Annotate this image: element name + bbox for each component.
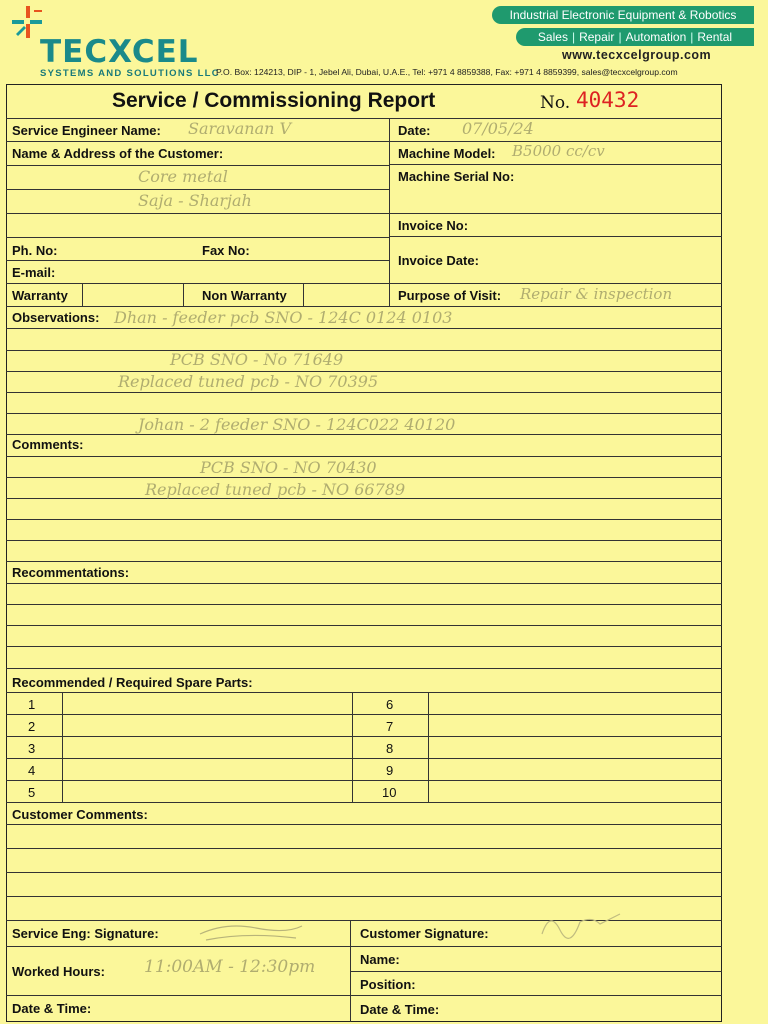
rule: [6, 714, 722, 715]
rule: [6, 328, 722, 329]
company-address: P.O. Box: 124213, DIP - 1, Jebel Ali, Dubai, U.A.E., Tel: +971 4 8859388, Fax: +971 4 8859399, sales@tecxcelgroup.com: [216, 67, 678, 77]
rule: [6, 668, 722, 669]
customer-signature-label: Customer Signature:: [360, 926, 489, 941]
rule-v: [62, 692, 63, 802]
spare-part-number: 5: [28, 785, 36, 800]
rule: [6, 848, 722, 849]
spare-part-number: 7: [386, 719, 394, 734]
name-label: Name:: [360, 952, 400, 967]
rule: [6, 413, 722, 414]
comment-line[interactable]: Replaced tuned pcb - NO 66789: [145, 480, 406, 499]
worked-hours-value[interactable]: 11:00AM - 12:30pm: [144, 957, 316, 977]
rule: [6, 477, 722, 478]
rule: [6, 646, 722, 647]
date-time-label-right: Date & Time:: [360, 1002, 440, 1017]
date-time-label: Date & Time:: [12, 1001, 92, 1016]
rule-v: [389, 118, 390, 306]
customer-label: Name & Address of the Customer:: [12, 146, 224, 161]
report-number-label: No.: [540, 93, 571, 113]
spare-part-number: 4: [28, 763, 36, 778]
report-number: 40432: [576, 88, 640, 112]
eng-signature-icon: [196, 914, 306, 946]
brand-subtitle: SYSTEMS AND SOLUTIONS LLC: [40, 68, 220, 79]
rule: [6, 392, 722, 393]
rule-v: [428, 692, 429, 802]
rule: [6, 780, 722, 781]
invoice-label: Invoice No:: [398, 218, 469, 233]
spare-part-number: 8: [386, 741, 394, 756]
service-rental: Rental: [697, 30, 733, 44]
rule: [6, 583, 722, 584]
observation-line[interactable]: Dhan - feeder pcb SNO - 124C 0124 0103: [114, 308, 453, 327]
rule: [6, 118, 722, 119]
spare-part-number: 2: [28, 719, 36, 734]
rule: [6, 995, 722, 996]
rule: [6, 306, 722, 307]
report-title: Service / Commissioning Report: [112, 89, 436, 112]
rule: [6, 896, 722, 897]
observations-label: Observations:: [12, 310, 100, 325]
rule: [6, 456, 722, 457]
services-banner: Sales | Repair | Automation | Rental: [516, 28, 754, 46]
rule: [6, 561, 722, 562]
service-sales: Sales: [537, 30, 568, 44]
rule: [6, 692, 722, 693]
rule: [6, 237, 389, 238]
rule: [6, 802, 722, 803]
rule: [6, 519, 722, 520]
observation-line[interactable]: Replaced tuned pcb - NO 70395: [118, 372, 379, 391]
email-label: E-mail:: [12, 265, 56, 280]
rule: [389, 164, 722, 165]
spare-parts-label: Recommended / Required Spare Parts:: [12, 675, 253, 690]
invoice-date-label: Invoice Date:: [398, 253, 479, 268]
spare-part-number: 1: [28, 697, 36, 712]
rule: [6, 141, 722, 142]
rule: [6, 189, 389, 190]
purpose-label: Purpose of Visit:: [398, 288, 502, 303]
engineer-value[interactable]: Saravanan V: [188, 119, 292, 138]
serial-label: Machine Serial No:: [398, 169, 515, 184]
rule: [6, 283, 722, 284]
rule: [6, 434, 722, 435]
rule-v: [303, 283, 304, 306]
spare-part-number: 3: [28, 741, 36, 756]
spare-part-number: 9: [386, 763, 394, 778]
rule: [6, 946, 722, 947]
rule-v: [350, 920, 351, 1022]
rule: [389, 213, 722, 214]
rule: [6, 604, 722, 605]
customer-line-2[interactable]: Saja - Sharjah: [138, 191, 252, 210]
non-warranty-label: Non Warranty: [202, 288, 287, 303]
rule: [389, 236, 722, 237]
rule: [6, 350, 722, 351]
engineer-label: Service Engineer Name:: [12, 123, 161, 138]
rule: [6, 872, 722, 873]
date-label: Date:: [398, 123, 431, 138]
rule: [6, 625, 722, 626]
rule: [6, 213, 389, 214]
position-label: Position:: [360, 977, 416, 992]
rule: [6, 165, 389, 166]
model-label: Machine Model:: [398, 146, 496, 161]
rule: [6, 824, 722, 825]
purpose-value[interactable]: Repair & inspection: [520, 285, 673, 303]
eng-signature-label: Service Eng: Signature:: [12, 926, 159, 941]
spare-part-number: 6: [386, 697, 394, 712]
worked-hours-label: Worked Hours:: [12, 964, 105, 979]
observation-line[interactable]: Johan - 2 feeder SNO - 124C022 40120: [138, 415, 456, 434]
recommendations-label: Recommentations:: [12, 565, 130, 580]
comments-label: Comments:: [12, 437, 84, 452]
customer-signature-icon: [536, 904, 626, 944]
brand-name: TECXCEL: [40, 34, 199, 70]
service-repair: Repair: [579, 30, 615, 44]
rule: [6, 540, 722, 541]
rule-v: [183, 283, 184, 306]
customer-line-1[interactable]: Core metal: [138, 167, 228, 186]
warranty-label: Warranty: [12, 288, 68, 303]
rule-v: [352, 692, 353, 802]
rule: [6, 758, 722, 759]
rule: [350, 971, 722, 972]
service-automation: Automation: [625, 30, 687, 44]
form-frame: [6, 84, 722, 1022]
observation-line[interactable]: PCB SNO - No 71649: [170, 350, 344, 369]
rule-v: [82, 283, 83, 306]
website: www.tecxcelgroup.com: [562, 48, 712, 62]
spare-part-number: 10: [382, 785, 397, 800]
rule: [6, 736, 722, 737]
comment-line[interactable]: PCB SNO - NO 70430: [200, 458, 377, 477]
date-value[interactable]: 07/05/24: [462, 119, 534, 138]
phone-label: Ph. No:: [12, 243, 58, 258]
model-value[interactable]: B5000 cc/cv: [512, 142, 605, 160]
customer-comments-label: Customer Comments:: [12, 807, 148, 822]
tagline-banner: Industrial Electronic Equipment & Robotics: [492, 6, 754, 24]
fax-label: Fax No:: [202, 243, 250, 258]
rule: [6, 260, 389, 261]
